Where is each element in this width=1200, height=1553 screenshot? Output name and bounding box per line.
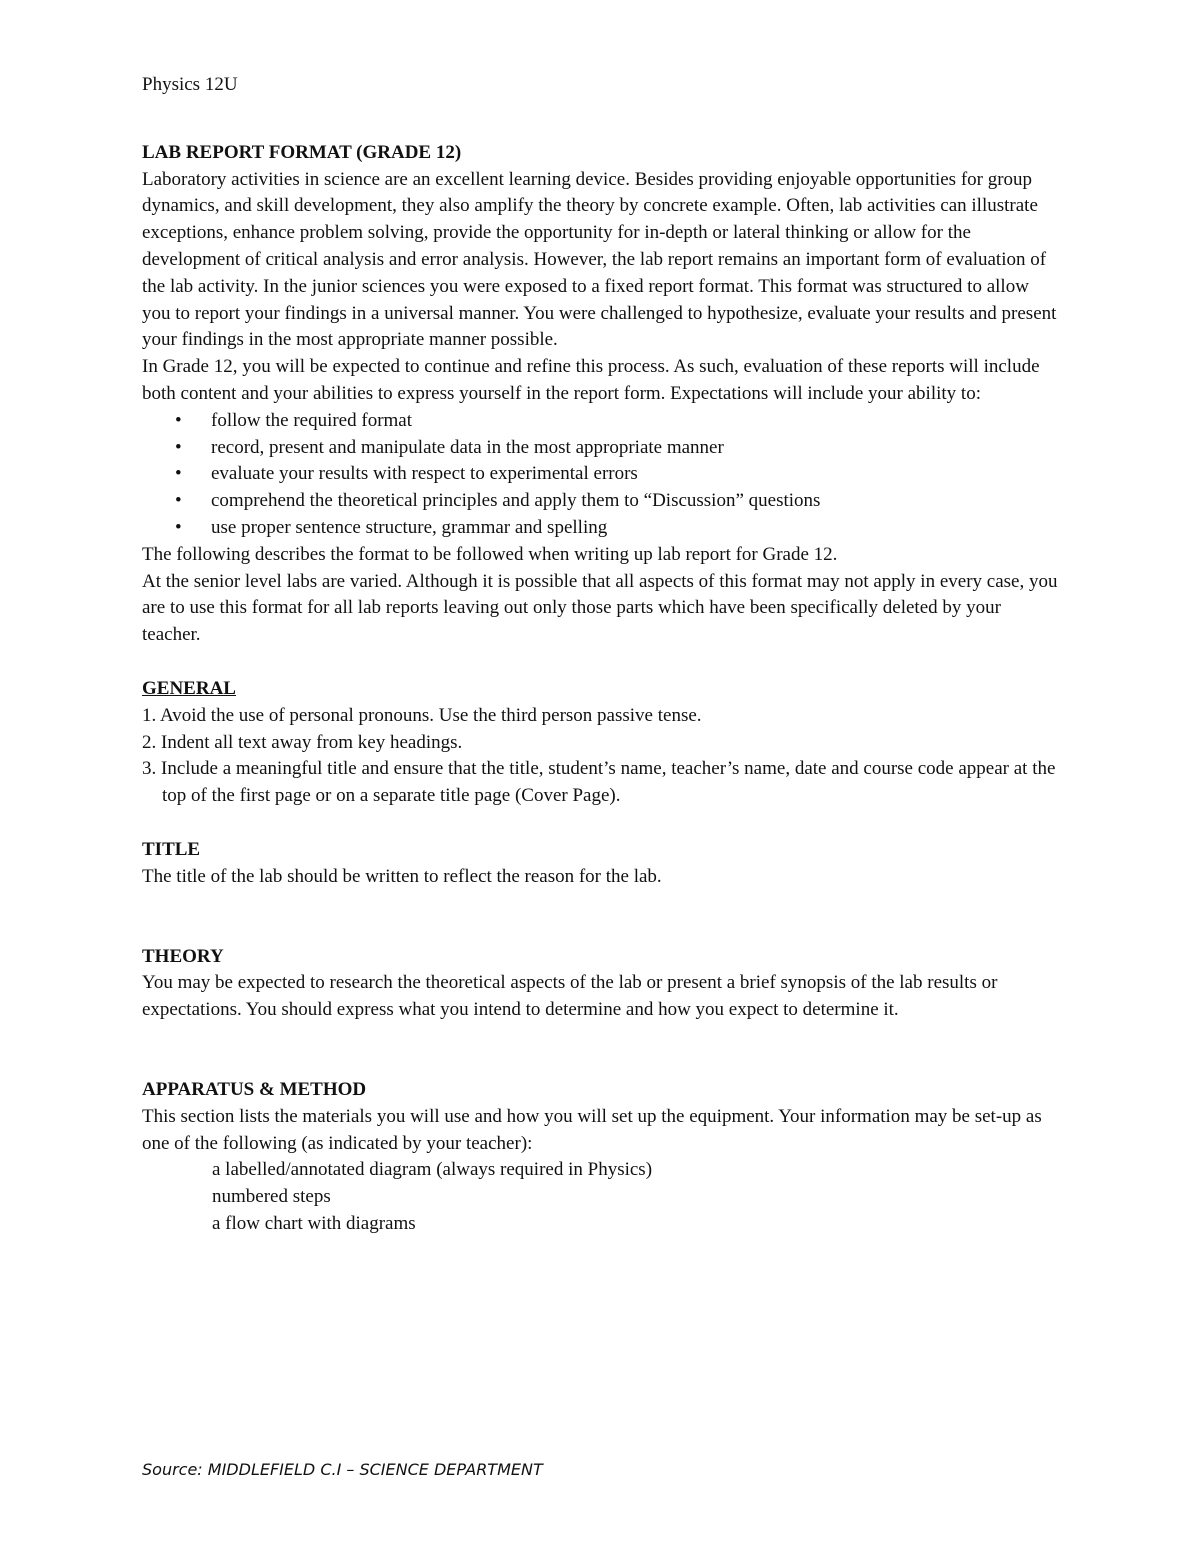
bullet-icon: • [175, 436, 182, 458]
list-item [142, 435, 1062, 462]
general-section [142, 676, 1062, 810]
title-text: The title of the lab should be written to reflect the reason for the lab. [142, 865, 662, 887]
bullet-icon: • [175, 490, 182, 512]
course-header: Physics 12U [142, 74, 238, 95]
bullet-icon: • [175, 516, 182, 538]
intro-paragraph-2: In Grade 12, you will be expected to continue and refine this process. As such, evaluation of these reports will include both content and your abilities to express yourself in the report form. Expectations will include your ability to: [142, 356, 1040, 404]
list-item: 2. Indent all text away from key headings. [142, 731, 463, 753]
general-list [142, 703, 1062, 810]
theory-text: You may be expected to research the theoretical aspects of the lab or present a brief synopsis of the lab results or expectations. You should express what you intend to determine and how you expect to determine it. [142, 972, 998, 1021]
list-item [142, 408, 1062, 435]
title-section [142, 837, 1062, 891]
title-heading: TITLE [142, 838, 201, 860]
bullet-icon: • [175, 463, 182, 485]
document-title: LAB REPORT FORMAT (GRADE 12) [142, 141, 462, 163]
list-item: 1. Avoid the use of personal pronouns. Use the third person passive tense. [142, 704, 702, 726]
expectations-list [142, 408, 1062, 542]
apparatus-heading: APPARATUS & METHOD [142, 1078, 367, 1100]
theory-heading: THEORY [142, 945, 224, 967]
bullet-icon: • [175, 409, 182, 431]
source-footer: Source: MIDDLEFIELD C.I – SCIENCE DEPARTMENT [142, 1460, 543, 1479]
list-item-text: comprehend the theoretical principles and apply them to “Discussion” questions [211, 490, 821, 512]
intro-paragraph-4: At the senior level labs are varied. Although it is possible that all aspects of this format may not apply in every case, you are to use this format for all lab reports leaving out only those parts which have been specifically deleted by your teacher. [142, 570, 1058, 646]
intro-paragraph-1: Laboratory activities in science are an excellent learning device. Besides providing enjoyable opportunities for group dynamics, and skill development, they also amplify the theory by concrete example. Often, lab activities can illustrate exceptions, enhance problem solving, provide the opportunity for in-depth or lateral thinking or allow for the development of critical analysis and error analysis. However, the lab report remains an important form of evaluation of the lab activity. In the junior sciences you were exposed to a fixed report format. This format was structured to allow you to report your findings in a universal manner. You were challenged to hypothesize, evaluate your results and present your findings in the most appropriate manner possible. [142, 168, 1057, 351]
list-item [142, 461, 1062, 488]
list-item [142, 515, 1062, 542]
list-item [142, 488, 1062, 515]
list-item-text: evaluate your results with respect to experimental errors [211, 463, 638, 485]
apparatus-section [142, 1077, 1062, 1238]
intro-paragraph-3: The following describes the format to be followed when writing up lab report for Grade 12. [142, 543, 838, 565]
list-item-text: use proper sentence structure, grammar and spelling [211, 516, 608, 538]
list-item: a flow chart with diagrams [212, 1212, 416, 1234]
general-heading: GENERAL [142, 677, 236, 699]
theory-section [142, 944, 1062, 1024]
intro-section [142, 140, 1062, 649]
list-item-text: follow the required format [211, 409, 413, 431]
list-item: a labelled/annotated diagram (always required in Physics) [212, 1159, 653, 1181]
list-item: numbered steps [212, 1186, 331, 1208]
list-item-text: record, present and manipulate data in the most appropriate manner [211, 436, 724, 458]
list-item: 3. Include a meaningful title and ensure that the title, student’s name, teacher’s name, date and course code appear at the top of the first page or on a separate title page (Cover Page). [142, 758, 1056, 807]
apparatus-options-list [142, 1157, 1062, 1237]
apparatus-text: This section lists the materials you will use and how you will set up the equipment. Your information may be set-up as one of the following (as indicated by your teacher): [142, 1105, 1042, 1154]
document-page [142, 72, 1062, 1238]
